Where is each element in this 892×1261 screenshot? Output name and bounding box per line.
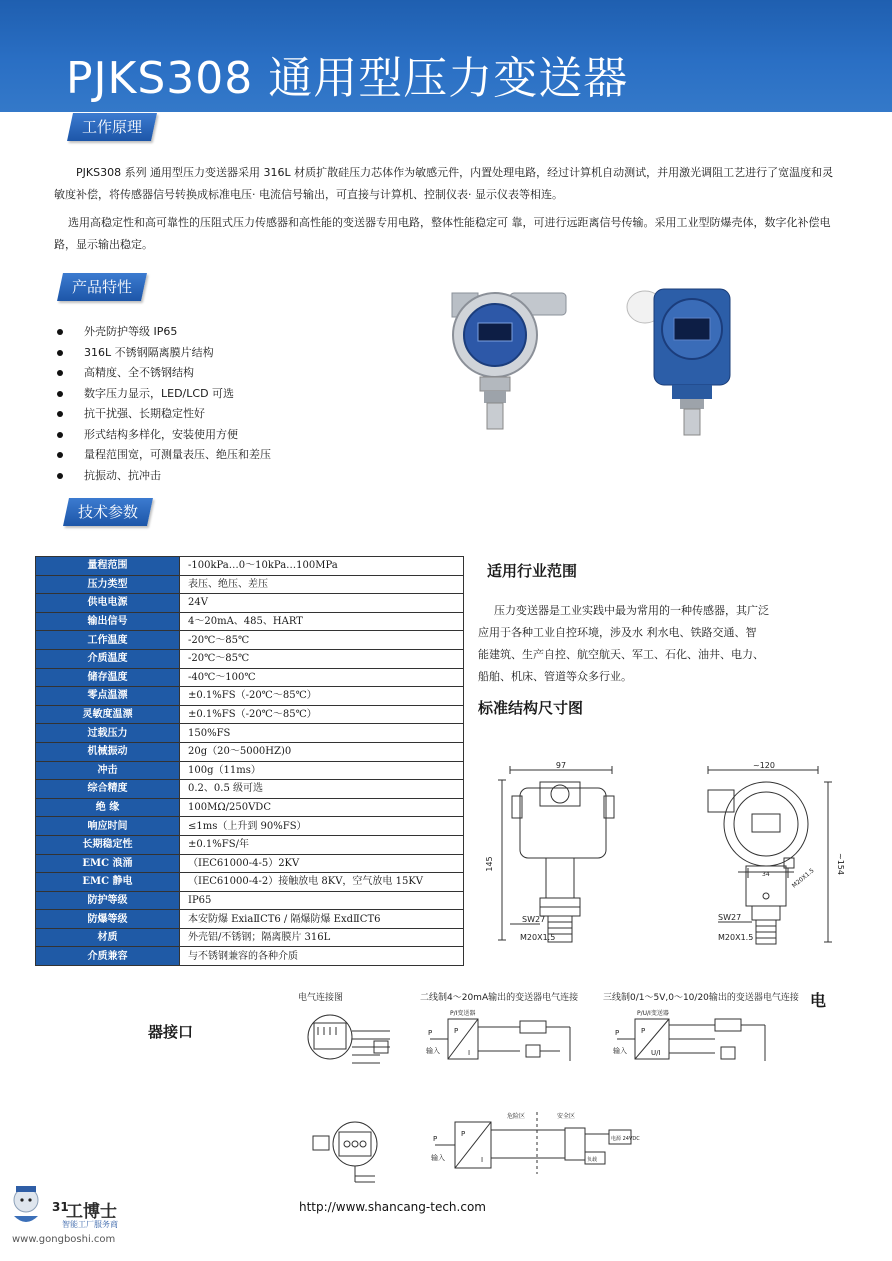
spec-row	[36, 557, 464, 576]
spec-value: 与不锈钢兼容的各种介质	[180, 947, 464, 966]
spec-row	[36, 817, 464, 836]
feature-item: 抗振动、抗冲击	[56, 466, 416, 487]
wiring-label-two-wire: 二线制4～20mA输出的变送器电气连接	[420, 993, 579, 1003]
dim-left-width: 97	[555, 761, 567, 770]
dimension-drawing-left	[480, 760, 640, 955]
section-tag-features-label: 产品特性	[72, 278, 133, 296]
spec-key: 量程范围	[36, 557, 180, 576]
spec-value: （IEC61000-4-2）接触放电 8KV，空气放电 15KV	[180, 873, 464, 892]
spec-row	[36, 705, 464, 724]
product-photos	[440, 285, 760, 450]
feature-item: 316L 不锈钢隔离膜片结构	[56, 343, 416, 364]
spec-row	[36, 612, 464, 631]
spec-row	[36, 724, 464, 743]
transmitter-silver-image	[452, 293, 566, 429]
spec-value: 150%FS	[180, 724, 464, 743]
spec-row	[36, 910, 464, 929]
spec-value: 100MΩ/250VDC	[180, 798, 464, 817]
barrier-hazard-label: 危险区	[507, 1113, 526, 1120]
spec-key: 响应时间	[36, 817, 180, 836]
spec-key: 绝 缘	[36, 798, 180, 817]
dim-right-thread: M20X1.5	[718, 933, 754, 942]
industry-line: 应用于各种工业自控环境，涉及水 利水电、铁路交通、智	[478, 626, 757, 639]
dim-right-height: ~154	[836, 853, 845, 875]
wiring-heading-left: 器接口	[148, 1023, 194, 1041]
dim-right-gland: M20X1.5	[790, 867, 816, 890]
wiring-label-three-wire: 三线制0/1～5V,0～10/20输出的变送器电气连接	[603, 993, 799, 1003]
dim-left-height: 145	[485, 856, 494, 872]
logo-brand-name: 工博士	[66, 1202, 117, 1222]
spec-key: 供电电源	[36, 594, 180, 613]
spec-key: 防护等级	[36, 891, 180, 910]
spec-row	[36, 668, 464, 687]
feature-item: 高精度、全不锈钢结构	[56, 363, 416, 384]
spec-value: -20℃～85℃	[180, 631, 464, 650]
industry-line: 压力变送器是工业实践中最为常用的一种传感器，其广泛	[494, 604, 769, 617]
principle-paragraph-1: PJKS308 系列 通用型压力变送器采用 316L 材质扩散硅压力芯体作为敏感元件，内置处理电路，经过计算机自动测试，并用激光调阻工艺进行了宽温度和灵敏度补偿，将传感器信号转换成标准电压· 电流信号输出，可直接与计算机、控制仪表· 显示仪表等相连。	[54, 166, 834, 201]
feature-item: 形式结构多样化，安装使用方便	[56, 425, 416, 446]
barrier-load-label: 负载	[587, 1157, 598, 1163]
spec-key: 储存温度	[36, 668, 180, 687]
spec-row	[36, 891, 464, 910]
barrier-safe-label: 安全区	[557, 1113, 576, 1120]
feature-item: 抗干扰强、长期稳定性好	[56, 404, 416, 425]
spec-value: 24V	[180, 594, 464, 613]
spec-value: ≤1ms（上升到 90%FS）	[180, 817, 464, 836]
spec-value: 本安防爆 ExiaⅡCT6 / 隔爆防爆 ExdⅡCT6	[180, 910, 464, 929]
spec-value: 外壳铝/不锈钢；隔离膜片 316L	[180, 928, 464, 947]
section-tag-principle	[67, 113, 157, 141]
spec-key: 综合精度	[36, 780, 180, 799]
spec-row	[36, 854, 464, 873]
spec-row	[36, 742, 464, 761]
spec-row	[36, 928, 464, 947]
dim-right-34: 34	[762, 871, 770, 878]
dim-right-width: ~120	[753, 761, 775, 770]
page-number: 31	[52, 1200, 69, 1214]
spec-key: 压力类型	[36, 575, 180, 594]
spec-row	[36, 761, 464, 780]
three-wire-p-label: P	[615, 1029, 620, 1037]
dim-right-hex: SW27	[718, 913, 742, 922]
three-wire-p-inner: P	[641, 1027, 646, 1035]
spec-row	[36, 798, 464, 817]
transmitter-blue-image	[627, 289, 730, 435]
feature-item: 数字压力显示，LED/LCD 可选	[56, 384, 416, 405]
connector-diagram-bottom	[305, 1118, 405, 1193]
dimensions-title: 标准结构尺寸图	[478, 699, 584, 717]
industry-line: 能建筑、生产自控、航空航天、军工、石化、油井、电力、	[478, 648, 764, 661]
three-wire-input-label: 输入	[613, 1047, 627, 1055]
barrier-p-label: P	[433, 1135, 438, 1143]
two-wire-diagram	[420, 1005, 585, 1070]
two-wire-p-label: P	[428, 1029, 433, 1037]
spec-row	[36, 873, 464, 892]
spec-key: 冲击	[36, 761, 180, 780]
spec-row	[36, 687, 464, 706]
dim-left-hex: SW27	[522, 915, 546, 924]
spec-value: ±0.1%FS/年	[180, 835, 464, 854]
dimension-drawing-right	[690, 760, 850, 955]
spec-key: 长期稳定性	[36, 835, 180, 854]
spec-value: （IEC61000-4-5）2KV	[180, 854, 464, 873]
spec-row	[36, 649, 464, 668]
spec-value: 4～20mA、485、HART	[180, 612, 464, 631]
wiring-label-connection: 电气连接图	[298, 993, 344, 1003]
page-title: PJKS308 通用型压力变送器	[66, 53, 629, 104]
three-wire-diagram	[605, 1005, 780, 1070]
spec-row	[36, 835, 464, 854]
spec-key: 过载压力	[36, 724, 180, 743]
two-wire-p-inner: P	[454, 1027, 459, 1035]
barrier-i-inner: I	[481, 1156, 484, 1164]
three-wire-ui-inner: U/I	[651, 1049, 661, 1057]
two-wire-i-inner: I	[468, 1049, 471, 1057]
barrier-input-label: 输入	[431, 1154, 445, 1162]
spec-row	[36, 780, 464, 799]
industry-line: 船舶、机床、管道等众多行业。	[478, 670, 632, 683]
spec-row	[36, 631, 464, 650]
spec-table	[35, 556, 464, 966]
spec-key: 输出信号	[36, 612, 180, 631]
spec-value: 20g（20～5000HZ)0	[180, 742, 464, 761]
spec-value: 0.2、0.5 级可选	[180, 780, 464, 799]
section-tag-principle-label: 工作原理	[82, 118, 143, 136]
industry-text	[478, 600, 818, 688]
connector-diagram-top	[300, 1005, 410, 1095]
spec-row	[36, 947, 464, 966]
spec-row	[36, 594, 464, 613]
barrier-p-inner: P	[461, 1130, 466, 1138]
spec-key: EMC 静电	[36, 873, 180, 892]
industry-title: 适用行业范围	[487, 562, 578, 580]
spec-key: 介质温度	[36, 649, 180, 668]
logo-url: www.gongboshi.com	[12, 1234, 116, 1245]
spec-value: ±0.1%FS（-20℃～85℃）	[180, 705, 464, 724]
feature-item: 量程范围宽，可测量表压、绝压和差压	[56, 445, 416, 466]
barrier-diagram	[425, 1108, 640, 1178]
spec-value: -40℃～100℃	[180, 668, 464, 687]
feature-list	[56, 322, 416, 486]
spec-key: 零点温漂	[36, 687, 180, 706]
mascot-logo-icon	[8, 1180, 48, 1230]
wiring-heading-right: 电	[810, 991, 827, 1010]
spec-key: 工作温度	[36, 631, 180, 650]
two-wire-input-label: 输入	[426, 1047, 440, 1055]
section-tag-tech-label: 技术参数	[78, 503, 139, 521]
footer-website-link[interactable]: http://www.shancang-tech.com	[299, 1200, 486, 1214]
section-tag-tech	[63, 498, 153, 526]
spec-key: 机械振动	[36, 742, 180, 761]
three-wire-top-label: P/U/I变送器	[637, 1010, 669, 1017]
spec-value: 表压、绝压、差压	[180, 575, 464, 594]
logo-tagline: 智能工厂服务商	[62, 1220, 118, 1229]
spec-value: IP65	[180, 891, 464, 910]
spec-value: 100g（11ms）	[180, 761, 464, 780]
spec-value: -100kPa…0～10kPa…100MPa	[180, 557, 464, 576]
spec-key: 灵敏度温漂	[36, 705, 180, 724]
spec-key: 材质	[36, 928, 180, 947]
dim-left-thread: M20X1.5	[520, 933, 556, 942]
spec-row	[36, 575, 464, 594]
barrier-power-label: 电源 24VDC	[611, 1136, 640, 1142]
two-wire-top-label: P/I变送器	[450, 1010, 476, 1017]
spec-value: ±0.1%FS（-20℃～85℃）	[180, 687, 464, 706]
section-tag-features	[57, 273, 147, 301]
spec-value: -20℃～85℃	[180, 649, 464, 668]
spec-key: EMC 浪涌	[36, 854, 180, 873]
feature-item: 外壳防护等级 IP65	[56, 322, 416, 343]
spec-key: 介质兼容	[36, 947, 180, 966]
spec-key: 防爆等级	[36, 910, 180, 929]
principle-paragraph-2: 选用高稳定性和高可靠性的压阻式压力传感器和高性能的变送器专用电路，整体性能稳定可 靠，可进行远距离信号传输。采用工业型防爆壳体，数字化补偿电路，显示输出稳定。	[54, 216, 831, 251]
